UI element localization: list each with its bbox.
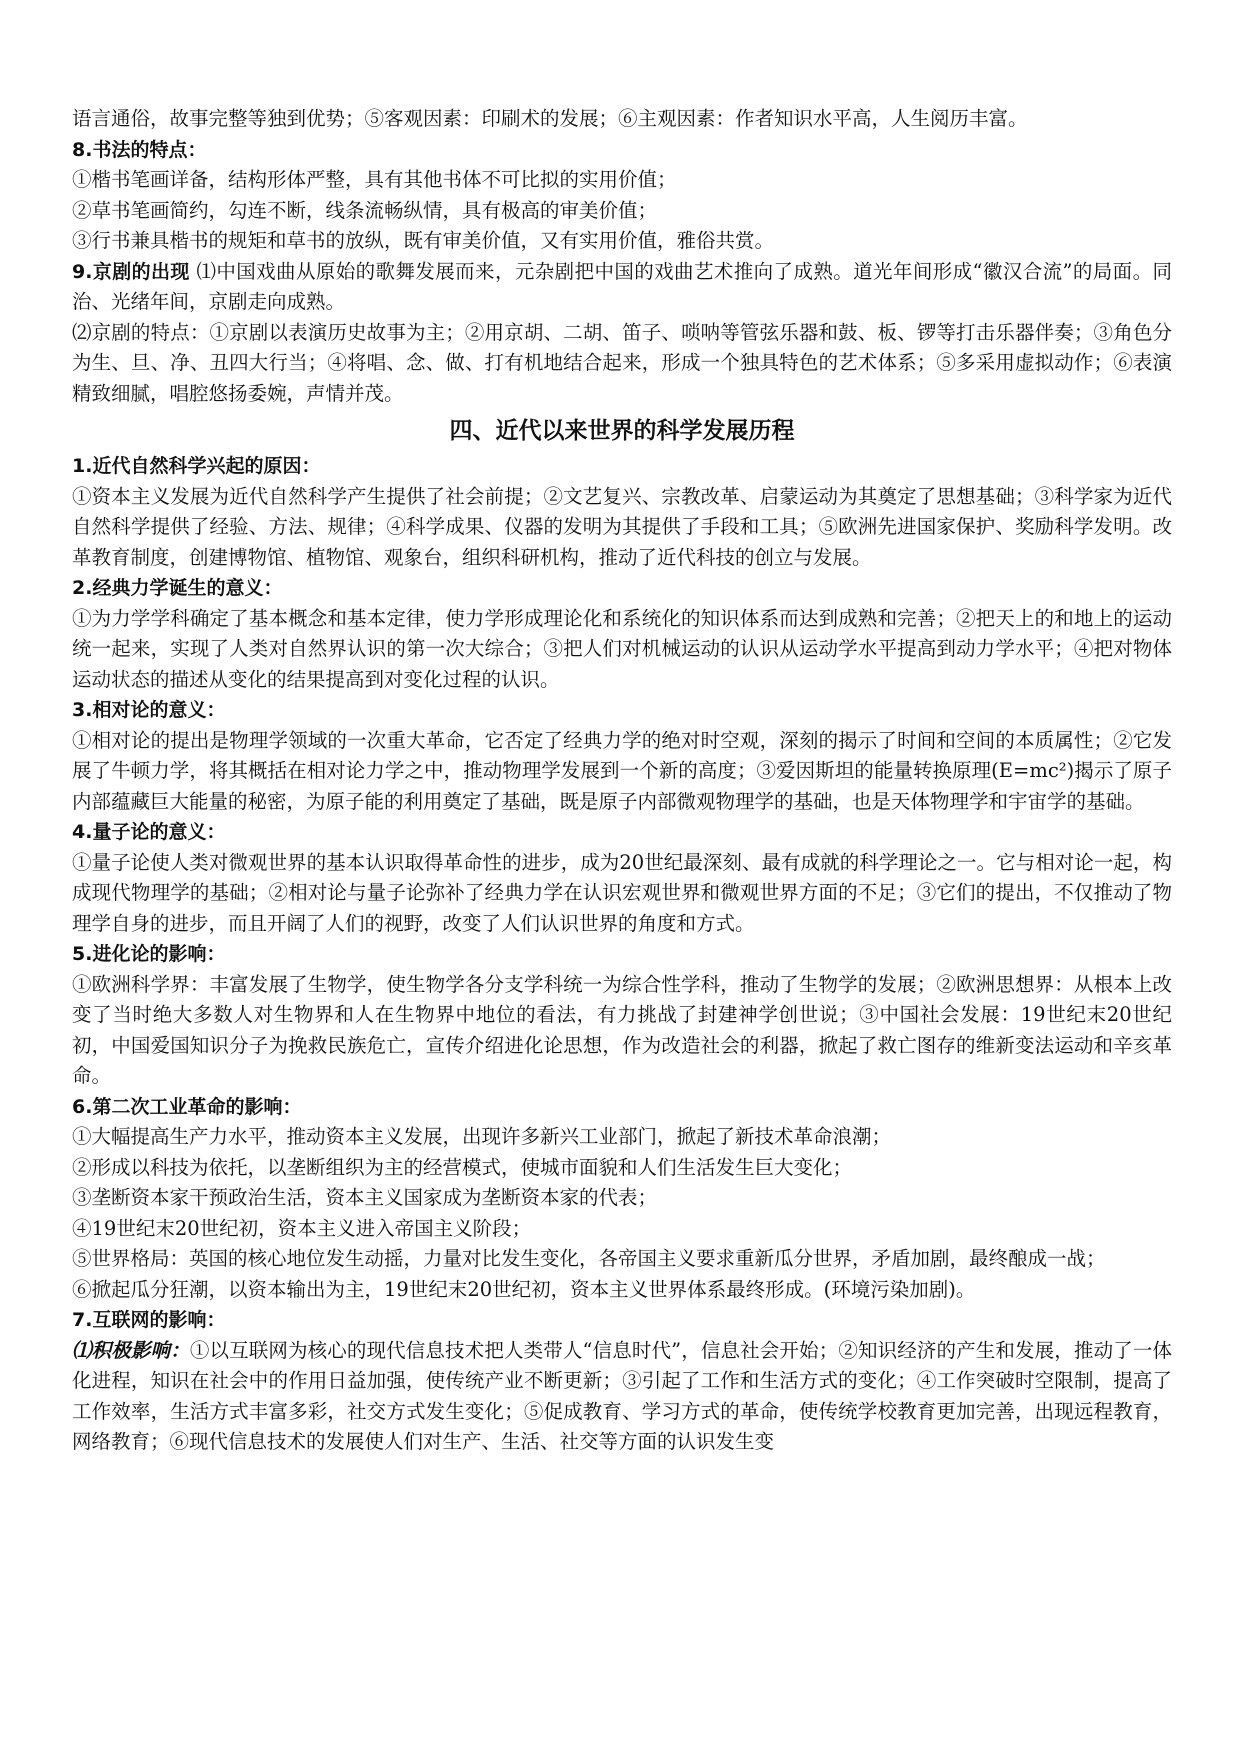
calligraphy-heading: 8.书法的特点：: [72, 138, 207, 161]
internet-body: ①以互联网为核心的现代信息技术把人类带人“信息时代”，信息社会开始；②知识经济的产生和发展，推动了一体化进程，知识在社会中的作用日益加强，使传统产业不断更新；③引起了工作和生活方式的变化；④工作突破时空限制，提高了工作效率，生活方式丰富多彩，社交方式发生变化；⑤促成教育、学习方式的革命，使传统学校教育更加完善，出现远程教育，网络教育；⑥现代信息技术的发展使人们对生产、生活、社交等方面的认识发生变: [72, 1338, 1172, 1453]
item-3-heading: 3.相对论的意义：: [72, 699, 226, 721]
calligraphy-line-1: ①楷书笔画详备，结构形体严整，具有其他书体不可比拟的实用价值；: [72, 168, 677, 191]
item-6-line-4: ④19世纪末20世纪初，资本主义进入帝国主义阶段；: [72, 1216, 532, 1240]
calligraphy-line-2: ②草书笔画简约，勾连不断，线条流畅纵情，具有极高的审美价值；: [72, 198, 658, 222]
section-title: 四、近代以来世界的科学发展历程: [449, 418, 795, 444]
item-4-heading: 4.量子论的意义：: [72, 821, 226, 843]
peking-opera-heading: 9.京剧的出现: [72, 260, 190, 283]
item-6-line-5: ⑤世界格局：英国的核心地位发生动摇，力量对比发生变化，各帝国主义要求重新瓜分世界，矛盾加剧，最终酿成一战；: [72, 1247, 1106, 1270]
internet-text: [72, 1336, 1172, 1458]
item-4-text: ①量子论使人类对微观世界的基本认识取得革命性的进步，成为20世纪最深刻、最有成就的科学理论之一。它与相对论一起，构成现代物理学的基础；②相对论与量子论弥补了经典力学在认识宏观世界和微观世界方面的不足；③它们的提出，不仅推动了物理学自身的进步，而且开阔了人们的视野，改变了人们认识世界的角度和方式。: [72, 850, 1172, 935]
item-1-heading: 1.近代自然科学兴起的原因：: [72, 455, 321, 477]
peking-opera-text-1: ⑴中国戏曲从原始的歌舞发展而来，元杂剧把中国的戏曲艺术推向了成熟。道光年间形成“徽汉合流”的局面。同治、光绪年间，京剧走向成熟。: [72, 259, 1172, 313]
item-5-text: ①欧洲科学界：丰富发展了生物学，使生物学各分支学科统一为综合性学科，推动了生物学的发展；②欧洲思想界：从根本上改变了当时绝大多数人对生物界和人在生物界中地位的看法，有力挑战了封建神学创世说；③中国社会发展：19世纪末20世纪初，中国爱国知识分子为挽救民族危亡，宣传介绍进化论思想，作为改造社会的利器，掀起了救亡图存的维新变法运动和辛亥革命。: [72, 972, 1172, 1087]
peking-opera-paragraph-2: ⑵京剧的特点：①京剧以表演历史故事为主；②用京胡、二胡、笛子、唢呐等管弦乐器和鼓、板、锣等打击乐器伴奏；③角色分为生、旦、净、丑四大行当；④将唱、念、做、打有机地结合起来，形成一个独具特色的艺术体系；⑤多采用虚拟动作；⑥表演精致细腻，唱腔悠扬委婉，声情并茂。: [72, 320, 1172, 405]
item-5-heading: 5.进化论的影响：: [72, 943, 226, 965]
item-3-text: ①相对论的提出是物理学领域的一次重大革命，它否定了经典力学的绝对时空观，深刻的揭示了时间和空间的本质属性；②它发展了牛顿力学，将其概括在相对论力学之中，推动物理学发展到一个新的高度；③爱因斯坦的能量转换原理(E=mc²)揭示了原子内部蕴藏巨大能量的秘密，为原子能的利用奠定了基础，既是原子内部微观物理学的基础，也是天体物理学和宇宙学的基础。: [72, 728, 1172, 813]
item-6-line-3: ③垄断资本家干预政治生活，资本主义国家成为垄断资本家的代表；: [72, 1186, 658, 1209]
item-2-text: ①为力学学科确定了基本概念和基本定律，使力学形成理论化和系统化的知识体系而达到成熟和完善；②把天上的和地上的运动统一起来，实现了人类对自然界认识的第一次大综合；③把人们对机械运动的认识从运动学水平提高到动力学水平；④把对物体运动状态的描述从变化的结果提高到对变化过程的认识。: [72, 606, 1172, 691]
item-1-text: ①资本主义发展为近代自然科学产生提供了社会前提；②文艺复兴、宗教改革、启蒙运动为其奠定了思想基础；③科学家为近代自然科学提供了经验、方法、规律；④科学成果、仪器的发明为其提供了手段和工具；⑤欧洲先进国家保护、奖励科学发明。改革教育制度，创建博物馆、植物馆、观象台，组织科研机构，推动了近代科技的创立与发展。: [72, 484, 1172, 569]
internet-heading: 7.互联网的影响：: [72, 1309, 226, 1331]
peking-opera-paragraph-1: [72, 257, 1172, 318]
calligraphy-line-3: ③行书兼具楷书的规矩和草书的放纵，既有审美价值，又有实用价值，雅俗共赏。: [72, 229, 775, 252]
internet-sub-label: ⑴积极影响：: [72, 1338, 190, 1362]
top-continuation-text: 语言通俗，故事完整等独到优势；⑤客观因素：印刷术的发展；⑥主观因素：作者知识水平高，人生阅历丰富。: [72, 107, 1028, 130]
item-6-line-6: ⑥掀起瓜分狂潮，以资本输出为主，19世纪末20世纪初，资本主义世界体系最终形成。(环境污染加剧)。: [72, 1277, 976, 1301]
item-6-line-1: ①大幅提高生产力水平，推动资本主义发展，出现许多新兴工业部门，掀起了新技术革命浪潮；: [72, 1125, 892, 1148]
item-2-heading: 2.经典力学诞生的意义：: [72, 577, 283, 599]
document-page: [72, 104, 1172, 1458]
item-6-line-2: ②形成以科技为依托，以垄断组织为主的经营模式，使城市面貌和人们生活发生巨大变化；: [72, 1155, 853, 1179]
item-6-heading: 6.第二次工业革命的影响：: [72, 1095, 302, 1118]
